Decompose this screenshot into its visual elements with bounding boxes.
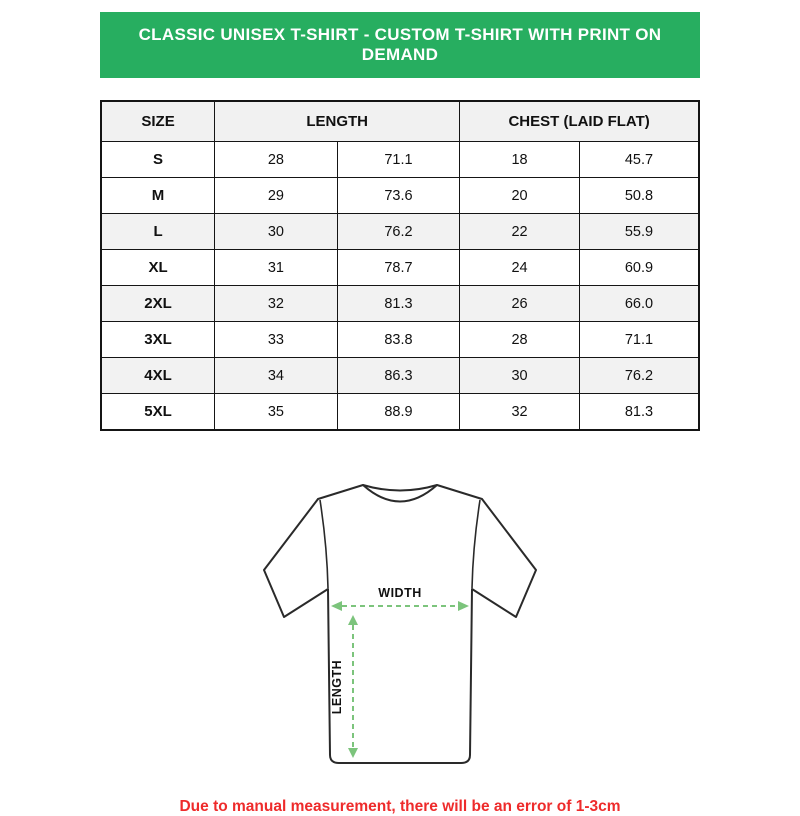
chest-cm-cell: 81.3 xyxy=(579,394,699,431)
length-cm-cell: 86.3 xyxy=(337,358,460,394)
size-cell: 5XL xyxy=(101,394,215,431)
table-row xyxy=(101,142,699,178)
table-row xyxy=(101,214,699,250)
page-title: CLASSIC UNISEX T-SHIRT - CUSTOM T-SHIRT WITH PRINT ON DEMAND xyxy=(138,25,662,64)
length-cm-cell: 78.7 xyxy=(337,250,460,286)
chest-in-cell: 26 xyxy=(460,286,580,322)
chest-cm-cell: 50.8 xyxy=(579,178,699,214)
chest-cm-cell: 60.9 xyxy=(579,250,699,286)
chest-in-cell: 24 xyxy=(460,250,580,286)
size-cell: 4XL xyxy=(101,358,215,394)
length-cm-cell: 76.2 xyxy=(337,214,460,250)
length-cm-cell: 73.6 xyxy=(337,178,460,214)
chest-cm-cell: 55.9 xyxy=(579,214,699,250)
table-row xyxy=(101,286,699,322)
size-chart-table xyxy=(100,100,700,431)
chest-in-cell: 28 xyxy=(460,322,580,358)
title-banner xyxy=(100,12,700,78)
length-cm-cell: 81.3 xyxy=(337,286,460,322)
chest-cm-cell: 45.7 xyxy=(579,142,699,178)
chest-in-cell: 32 xyxy=(460,394,580,431)
chest-cm-cell: 66.0 xyxy=(579,286,699,322)
table-header-row xyxy=(101,101,699,142)
shirt-body xyxy=(264,485,536,763)
chest-in-cell: 22 xyxy=(460,214,580,250)
size-cell: XL xyxy=(101,250,215,286)
size-cell: M xyxy=(101,178,215,214)
table-row xyxy=(101,394,699,431)
length-in-cell: 31 xyxy=(215,250,338,286)
tshirt-outline-icon xyxy=(250,469,550,771)
size-cell: L xyxy=(101,214,215,250)
chest-in-cell: 30 xyxy=(460,358,580,394)
measurement-note: Due to manual measurement, there will be an error of 1-3cm xyxy=(179,798,621,815)
size-cell: 2XL xyxy=(101,286,215,322)
size-cell: S xyxy=(101,142,215,178)
header-chest: CHEST (LAID FLAT) xyxy=(460,101,699,142)
length-label: LENGTH xyxy=(330,659,344,715)
length-in-cell: 32 xyxy=(215,286,338,322)
chest-cm-cell: 71.1 xyxy=(579,322,699,358)
table-row xyxy=(101,178,699,214)
length-in-cell: 29 xyxy=(215,178,338,214)
length-cm-cell: 71.1 xyxy=(337,142,460,178)
tshirt-diagram xyxy=(250,469,550,776)
chest-in-cell: 20 xyxy=(460,178,580,214)
length-in-cell: 28 xyxy=(215,142,338,178)
length-in-cell: 30 xyxy=(215,214,338,250)
table-row xyxy=(101,250,699,286)
header-size: SIZE xyxy=(101,101,215,142)
length-cm-cell: 83.8 xyxy=(337,322,460,358)
length-in-cell: 35 xyxy=(215,394,338,431)
length-in-cell: 34 xyxy=(215,358,338,394)
header-length: LENGTH xyxy=(215,101,460,142)
width-label: WIDTH xyxy=(378,586,422,600)
length-cm-cell: 88.9 xyxy=(337,394,460,431)
chest-cm-cell: 76.2 xyxy=(579,358,699,394)
table-row xyxy=(101,322,699,358)
table-row xyxy=(101,358,699,394)
size-cell: 3XL xyxy=(101,322,215,358)
chest-in-cell: 18 xyxy=(460,142,580,178)
length-in-cell: 33 xyxy=(215,322,338,358)
